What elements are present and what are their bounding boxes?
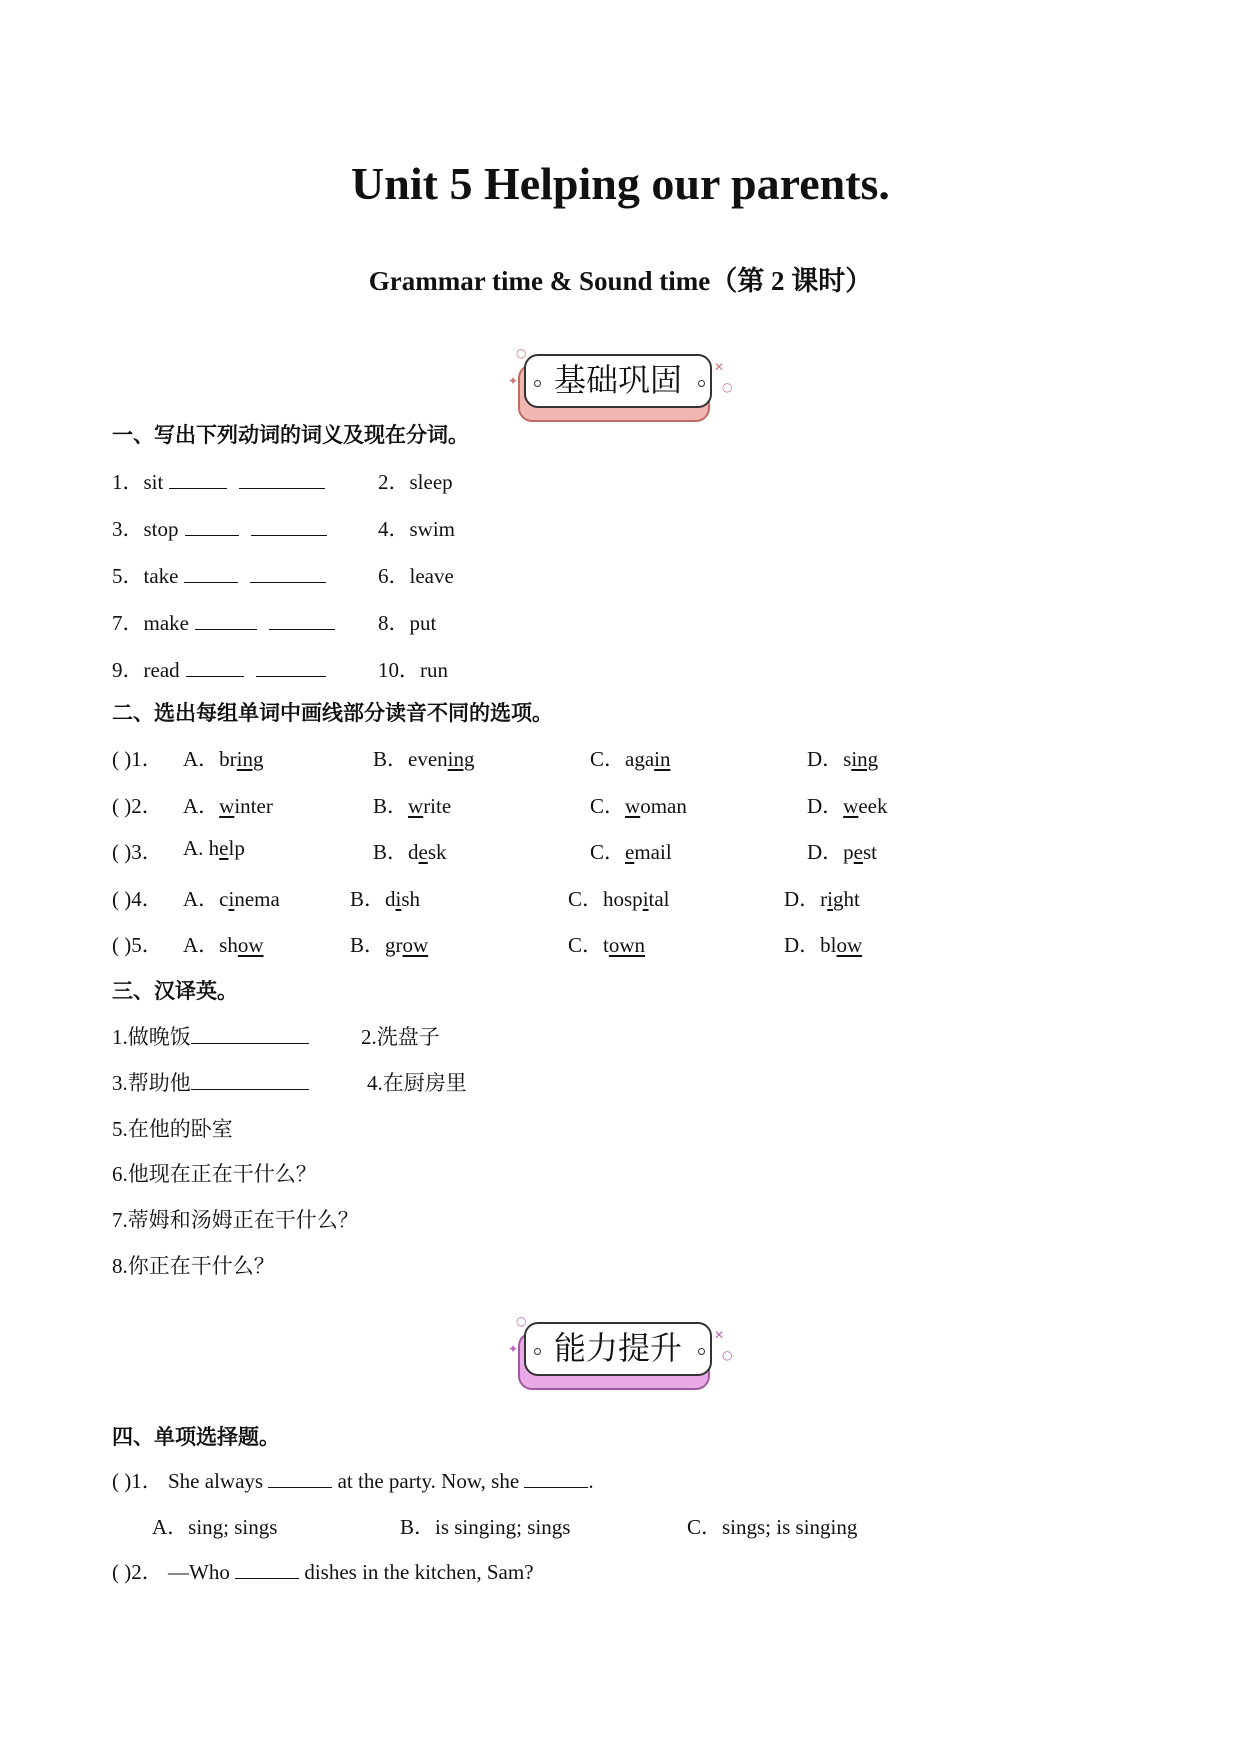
sparkle-icon: ✕ [714,1328,725,1342]
question-1-option-a: A．sing; sings [152,1515,278,1539]
item-number: 1． [112,470,144,494]
question-1-option-b: B．is singing; sings [400,1515,571,1539]
question-1-number: ( )1． [112,1469,163,1493]
badge-advanced [508,1314,733,1398]
choice-option-c [590,743,671,773]
item-number: 7． [112,611,144,635]
item-number: 6． [378,564,410,588]
question-1-text: She always [168,1469,269,1493]
choice-option-c [568,929,645,959]
translate-item [112,1067,309,1097]
underlined-letters: w [843,793,859,818]
option-text: sk [427,840,447,864]
choice-option-b [373,743,475,773]
underlined-letters: e [853,840,863,864]
choice-option-b [373,836,447,866]
underlined-letters: i [827,886,834,911]
verb-word: leave [409,564,454,588]
option-text: rite [423,793,452,818]
question-2-text: —Who [168,1560,236,1584]
translate-prompt: 3.帮助他 [112,1071,191,1095]
translate-item [112,1250,275,1280]
choice-option-c [590,836,672,866]
verb-item [112,607,335,637]
choice-number: ( )3． [112,840,163,864]
translate-prompt: 6.他现在正在干什么？ [112,1162,317,1186]
verb-word: swim [409,517,456,541]
item-number: 3． [112,517,144,541]
answer-blank[interactable] [524,1469,588,1488]
translate-prompt: 8.你正在干什么？ [112,1254,275,1278]
item-number: 8． [378,611,410,635]
translate-item [361,1021,440,1051]
translate-prompt: 7.蒂姆和汤姆正在干什么？ [112,1208,359,1232]
option-text: inter [234,793,273,818]
section3-heading: 三、汉译英。 [112,979,238,1003]
item-number: 10． [378,658,420,682]
option-text: C． [590,793,626,818]
question-2 [112,1556,534,1586]
underlined-letters: e [219,836,229,860]
verb-item [112,560,326,590]
option-text: A．br [183,747,237,771]
choice-option-d [807,790,888,820]
option-text: A. h [183,836,220,860]
choice-number: ( )2． [112,793,163,818]
verb-word: put [409,611,437,635]
underlined-letters: w [625,793,641,818]
choice-option-b [350,883,420,913]
choice-option-d [784,883,860,913]
option-text: D．r [784,886,828,911]
underlined-letters: ing [236,747,264,771]
verb-word: run [420,658,448,682]
choice-number: ( )5． [112,933,163,957]
option-text: B． [373,793,409,818]
answer-blank[interactable] [235,1560,299,1579]
translate-item [112,1204,359,1234]
option-text: sh [401,886,421,911]
sparkle-icon: ○ [722,380,733,394]
choice-option-a [183,836,245,861]
option-text: D．p [807,840,854,864]
verb-word: sit [143,470,164,494]
translate-prompt: 4.在厨房里 [367,1071,467,1095]
choice-number: ( )4． [112,886,163,911]
participle-blank[interactable] [239,470,325,489]
choice-option-b [350,929,428,959]
option-text: D．s [807,747,852,771]
option-text: mail [634,840,672,864]
answer-blank[interactable] [268,1469,332,1488]
option-text: B．d [350,886,396,911]
option-text: lp [228,836,245,860]
participle-blank[interactable] [251,517,327,536]
option-text: nema [234,886,280,911]
verb-item [378,466,453,496]
underlined-letters: w [408,793,424,818]
option-text: C． [590,840,626,864]
option-text: B．even [373,747,448,771]
question-1-option-c: C．sings; is singing [687,1515,858,1539]
question-1-text: . [588,1469,594,1493]
option-text: ght [833,886,860,911]
meaning-blank[interactable] [169,470,227,489]
sparkle-icon: ✦ [508,1342,519,1356]
choice-option-c [590,790,687,820]
option-text: A．sh [183,933,238,957]
translate-prompt: 1.做晚饭 [112,1025,191,1049]
page-title: Unit 5 Helping our parents. [351,158,890,209]
badge-basic-label: 基础巩固 [553,361,682,399]
option-text: D． [807,793,844,818]
verb-word: read [143,658,180,682]
question-1-text: at the party. Now, she [332,1469,525,1493]
question-2-text: dishes in the kitchen, Sam? [299,1560,534,1584]
option-text: B．d [373,840,419,864]
page-subtitle: Grammar time & Sound time（第 2 课时） [368,266,873,296]
participle-blank[interactable] [256,658,326,677]
translate-item [112,1158,317,1188]
meaning-blank[interactable] [195,611,257,630]
verb-word: sleep [409,470,453,494]
choice-number: ( )1． [112,747,163,771]
sparkle-icon: ○ [516,346,527,360]
underlined-letters: in [654,747,671,771]
verb-item [378,513,455,543]
option-text: A． [183,793,220,818]
choice-option-a [183,790,273,820]
sparkle-icon: ✦ [508,374,519,388]
badge-basic [508,346,733,430]
translate-item [112,1113,233,1143]
answer-blank[interactable] [191,1071,309,1090]
option-text: C．aga [590,747,655,771]
underlined-letters: i [228,886,235,911]
section4-heading: 四、单项选择题。 [112,1425,280,1449]
verb-item [378,607,436,637]
verb-word: stop [143,517,179,541]
item-number: 5． [112,564,144,588]
meaning-blank[interactable] [185,517,239,536]
choice-option-a [183,883,280,913]
underlined-letters: w [219,793,235,818]
option-text: oman [640,793,687,818]
option-text: B．gr [350,933,403,957]
translate-item [367,1067,467,1097]
underlined-letters: i [395,886,402,911]
underlined-letters: ing [447,747,475,771]
underlined-letters: ow [237,933,264,957]
underlined-letters: ow [836,933,863,957]
option-text: eek [858,793,888,818]
sparkle-icon: ○ [722,1348,733,1362]
underlined-letters: own [608,933,646,957]
option-text: D．bl [784,933,837,957]
translate-prompt: 5.在他的卧室 [112,1117,233,1141]
meaning-blank[interactable] [184,564,238,583]
participle-blank[interactable] [250,564,326,583]
verb-item [378,560,454,590]
section1-heading: 一、写出下列动词的词义及现在分词。 [112,423,469,447]
underlined-letters: ow [402,933,429,957]
underlined-letters: ing [851,747,879,771]
item-number: 4． [378,517,410,541]
question-2-number: ( )2． [112,1560,163,1584]
verb-item [378,654,448,684]
answer-blank[interactable] [191,1025,309,1044]
choice-option-a [183,929,264,959]
badge-advanced-label: 能力提升 [553,1329,682,1367]
verb-item [112,513,327,543]
translate-item [112,1021,309,1051]
choice-option-d [807,836,877,866]
item-number: 2． [378,470,410,494]
choice-option-c [568,883,670,913]
translate-prompt: 2.洗盘子 [361,1025,440,1049]
question-1 [112,1465,594,1495]
choice-option-d [807,743,878,773]
item-number: 9． [112,658,144,682]
option-text: A．c [183,886,229,911]
underlined-letters: e [625,840,635,864]
underlined-letters: e [418,840,428,864]
verb-item [112,654,326,684]
sparkle-icon: ○ [516,1314,527,1328]
choice-option-b [373,790,451,820]
verb-word: take [143,564,179,588]
option-text: tal [648,886,670,911]
section2-heading: 二、选出每组单词中画线部分读音不同的选项。 [112,701,553,725]
verb-word: make [143,611,189,635]
meaning-blank[interactable] [186,658,244,677]
option-text: C．hosp [568,886,643,911]
choice-option-d [784,929,862,959]
participle-blank[interactable] [269,611,335,630]
choice-option-a [183,743,264,773]
underlined-letters: i [642,886,649,911]
verb-item [112,466,325,496]
sparkle-icon: ✕ [714,360,725,374]
option-text: st [863,840,878,864]
option-text: C．t [568,933,609,957]
